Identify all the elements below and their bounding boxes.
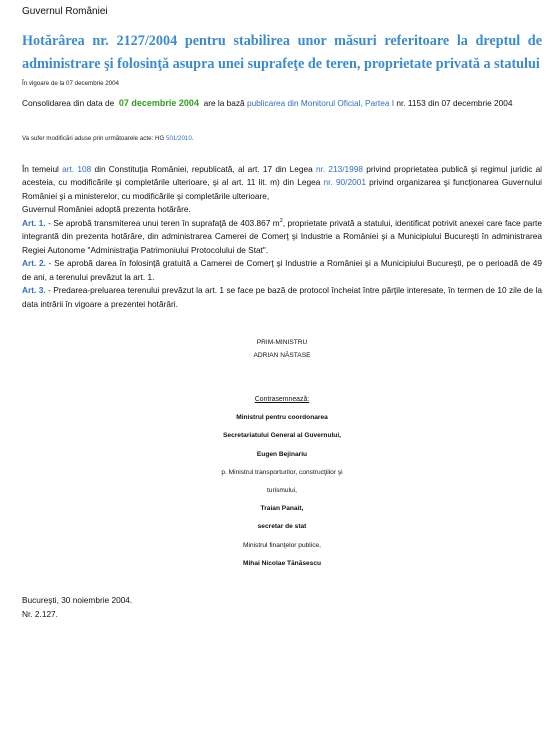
signatory-name: ADRIAN NĂSTASE bbox=[253, 352, 311, 359]
countersign-line: p. Ministrul transporturilor, construcţiilor şi bbox=[221, 468, 343, 476]
document bbox=[22, 6, 542, 621]
modifications-note bbox=[22, 135, 542, 142]
place-date: Bucureşti, 30 noiembrie 2004. bbox=[22, 595, 133, 606]
act-number: Nr. 2.127. bbox=[22, 608, 58, 619]
countersign-heading: Contrasemnează: bbox=[254, 396, 310, 403]
signature-block bbox=[22, 336, 542, 362]
article-3 bbox=[22, 284, 542, 311]
consolidation-line bbox=[22, 97, 542, 111]
issuer: Guvernul României bbox=[22, 6, 108, 17]
countersign-line: Mihai Nicolae Tănăsescu bbox=[242, 559, 322, 567]
article-text: , proprietate privată a statului, identificat potrivit anexei care face parte integrantă din prezenta hotărâre, din administrarea Camerei de Comerţ şi Industrie a României şi a Municipiului Bucureşti în administrarea Regiei Autonome "Administraţia Patrimoniului Protocolului de Stat". bbox=[22, 217, 542, 255]
countersign-block bbox=[22, 391, 542, 573]
article-2 bbox=[22, 257, 542, 284]
in-force-note: În vigoare de la 07 decembrie 2004 bbox=[22, 80, 120, 87]
document-footer bbox=[22, 594, 542, 621]
constitution-article-link[interactable]: art. 108 bbox=[62, 163, 92, 174]
signatory-role: PRIM-MINISTRU bbox=[256, 339, 308, 346]
countersign-lines bbox=[22, 409, 542, 573]
countersign-line: Ministrul pentru coordonarea bbox=[236, 414, 328, 422]
consolidation-date: 07 decembrie 2004 bbox=[118, 98, 199, 108]
consolidation-prefix: Consolidarea din data de bbox=[22, 98, 115, 108]
article-label[interactable]: Art. 2. bbox=[22, 258, 46, 268]
article-text: - Predarea-preluarea terenului prevăzut la art. 1 se face pe bază de protocol încheiat între părţile interesate, în termen de 10 zile de la data intrării în vigoare a prezentei hotărâri. bbox=[22, 285, 542, 309]
article-1 bbox=[22, 217, 542, 258]
countersign-line: turismului, bbox=[266, 487, 298, 495]
modifications-end: . bbox=[191, 134, 194, 142]
countersign-line: Ministrul finanţelor publice, bbox=[242, 541, 322, 549]
countersign-line: secretar de stat bbox=[257, 523, 307, 531]
preamble bbox=[22, 163, 542, 204]
preamble-text: din Constituţia României, republicată, al art. 17 din Legea bbox=[94, 163, 313, 174]
adoption-line: Guvernul României adoptă prezenta hotărâre. bbox=[22, 204, 191, 214]
law-90-2001-link[interactable]: nr. 90/2001 bbox=[323, 177, 366, 187]
superscript: 2 bbox=[279, 217, 283, 224]
consolidation-suffix: nr. 1153 din 07 decembrie 2004 bbox=[396, 98, 513, 108]
act-title: Hotărârea nr. 2127/2004 pentru stabilirea unor măsuri referitoare la dreptul de administrare şi folosinţă asupra unei suprafeţe de teren, proprietate privată a statului bbox=[22, 33, 542, 72]
countersign-line: Secretariatului General al Guvernului, bbox=[223, 432, 341, 440]
modifications-text: Va sufer modificări aduse prin următoarele acte: HG bbox=[22, 134, 165, 142]
law-213-1998-link[interactable]: nr. 213/1998 bbox=[315, 163, 364, 174]
preamble-text: privind organizarea şi funcţionarea Guvernului României şi a ministerelor, cu modificările şi completările ulterioare, bbox=[22, 177, 542, 201]
modification-link[interactable]: 501/2010 bbox=[166, 134, 192, 142]
article-text: - Se aprobă darea în folosinţă gratuită a Camerei de Comerţ şi Industrie a României şi a Municipiului Bucureşti, pe o perioadă de 49 de ani, a terenului prevăzut la art. 1. bbox=[22, 258, 543, 282]
preamble-text: În temeiul bbox=[22, 163, 59, 174]
preamble-text: privind proprietatea publică şi regimul juridic al acesteia, cu modificările şi completările ulterioare, şi al art. 11 lit. m) din Legea bbox=[22, 163, 543, 187]
article-label[interactable]: Art. 3. bbox=[22, 285, 46, 295]
countersign-line: Eugen Bejinariu bbox=[256, 450, 308, 458]
countersign-line: Traian Panait, bbox=[260, 505, 304, 513]
consolidation-middle: are la bază bbox=[203, 98, 245, 108]
article-label[interactable]: Art. 1. bbox=[22, 217, 46, 228]
official-gazette-link[interactable]: publicarea din Monitorul Oficial, Partea I bbox=[246, 98, 395, 108]
article-text: - Se aprobă transmiterea unui teren în suprafaţă de 403.867 m bbox=[45, 217, 280, 228]
